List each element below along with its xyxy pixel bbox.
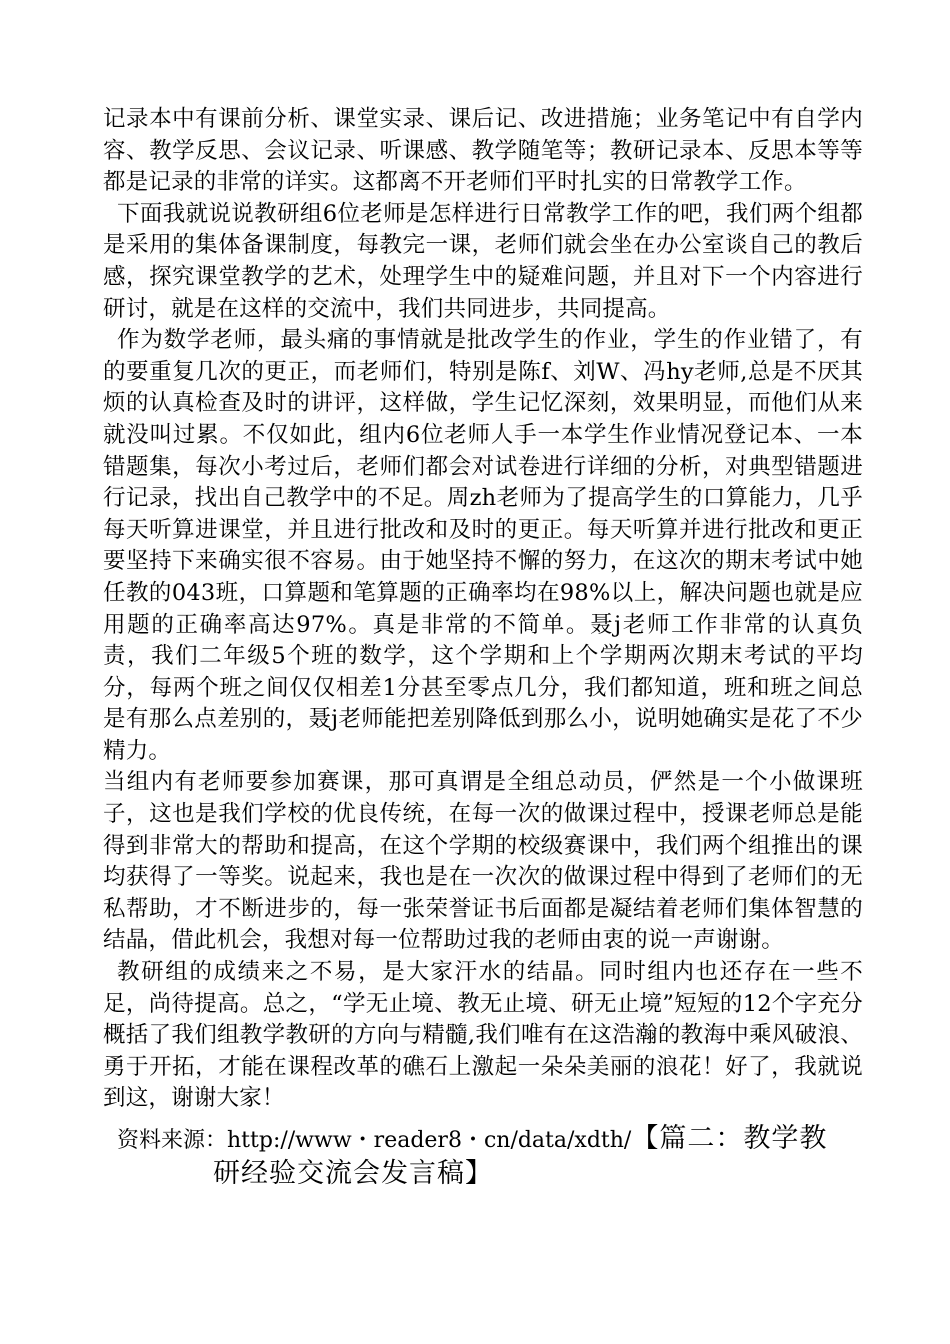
source-label: 资料来源： xyxy=(117,1128,228,1153)
paragraph-3: 作为数学老师，最头痛的事情就是批改学生的作业，学生的作业错了，有的要重复几次的更正，而老师们，特别是陈f、刘W、冯hy老师,总是不厌其烦的认真检查及时的讲评，这样做，学生记忆深刻，效果明显，而他们从来就没叫过累。不仅如此，组内6位老师人手一本学生作业情况登记本、一本错题集，每次小考过后，老师们都会对试卷进行详细的分析，对典型错题进行记录，找出自己教学中的不足。周zh老师为了提高学生的口算能力，几乎每天听算进课堂，并且进行批改和及时的更正。每天听算并进行批改和更正要坚持下来确实很不容易。由于她坚持不懈的努力，在这次的期末考试中她任教的043班，口算题和笔算题的正确率均在98%以上，解决问题也就是应用题的正确率高达97%。真是非常的不简单。聂j老师工作非常的认真负责，我们二年级5个班的数学，这个学期和上个学期两次期末考试的平均分，每两个班之间仅仅相差1分甚至零点几分，我们都知道，班和班之间总是有那么点差别的，聂j老师能把差别降低到那么小，说明她确实是花了不少精力。 xyxy=(103,327,863,764)
next-section-title: 【篇二：教学教 xyxy=(631,1123,828,1154)
source-url: http://www・reader8・cn/data/xdth/ xyxy=(227,1128,632,1153)
paragraph-2: 下面我就说说教研组6位老师是怎样进行日常教学工作的吧，我们两个组都是采用的集体备课制度，每教完一课，老师们就会坐在办公室谈自己的教后感，探究课堂教学的艺术，处理学生中的疑难问题，并且对下一个内容进行研讨，就是在这样的交流中，我们共同进步，共同提高。 xyxy=(103,200,863,322)
paragraph-1: 记录本中有课前分析、课堂实录、课后记、改进措施；业务笔记中有自学内容、教学反思、会议记录、听课感、教学随笔等；教研记录本、反思本等等都是记录的非常的详实。这都离不开老师们平时扎实的日常教学工作。 xyxy=(103,106,863,196)
document-body xyxy=(103,104,863,1115)
paragraph-5: 教研组的成绩来之不易，是大家汗水的结晶。同时组内也还存在一些不足，尚待提高。总之，“学无止境、教无止境、研无止境”短短的12个字充分概括了我们组教学教研的方向与精髓,我们唯有在这浩瀚的教海中乘风破浪、勇于开拓，才能在课程改革的礁石上激起一朵朵美丽的浪花！好了，我就说到这，谢谢大家！ xyxy=(103,959,863,1112)
next-section-title-continued: 研经验交流会发言稿】 xyxy=(213,1158,493,1189)
paragraph-4: 当组内有老师要参加赛课，那可真谓是全组总动员，俨然是一个小做课班子，这也是我们学校的优良传统，在每一次的做课过程中，授课老师总是能得到非常大的帮助和提高，在这个学期的校级赛课中，我们两个组推出的课均获得了一等奖。说起来，我也是在一次次的做课过程中得到了老师们的无私帮助，才不断进步的，每一张荣誉证书后面都是凝结着老师们集体智慧的结晶，借此机会，我想对每一位帮助过我的老师由衷的说一声谢谢。 xyxy=(103,769,863,954)
source-line xyxy=(117,1122,877,1158)
